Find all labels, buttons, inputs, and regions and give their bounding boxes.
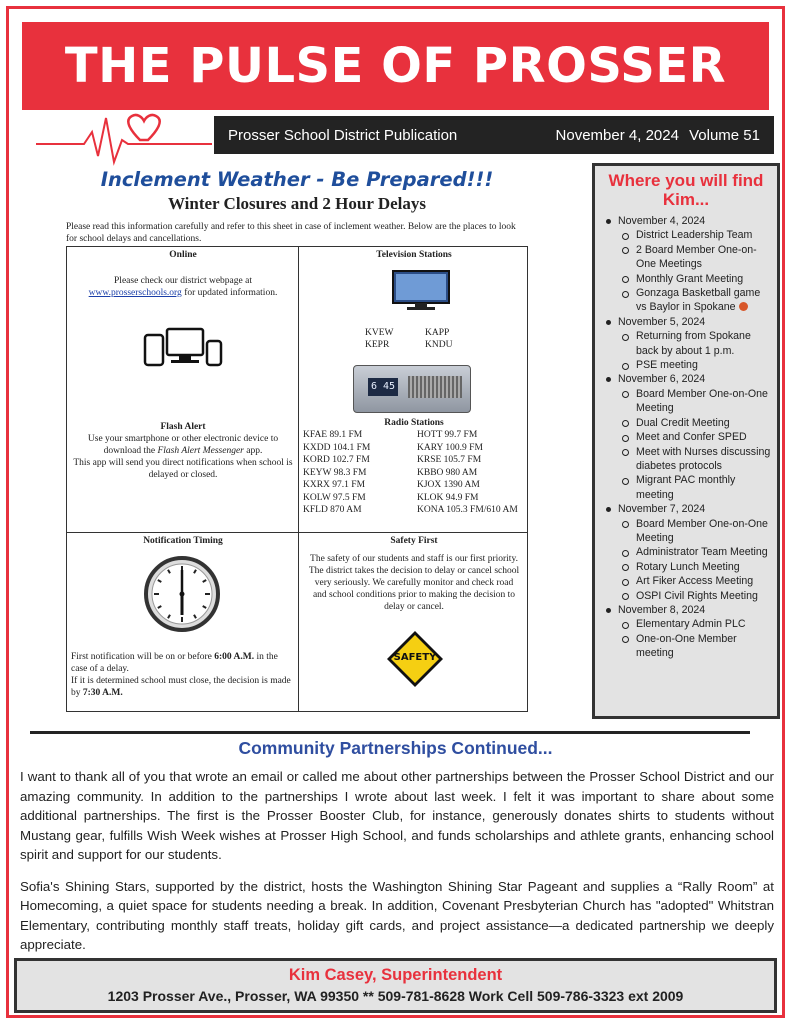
district-website-link[interactable]: www.prosserschools.org [88, 288, 182, 298]
flash-alert-text [71, 433, 295, 481]
schedule-list [595, 209, 777, 661]
safety-sign-text: SAFETY [393, 652, 437, 663]
flash-alert-app-name: Flash Alert Messenger [157, 446, 244, 456]
clock-radio-display: 6 45 [368, 378, 398, 396]
masthead-banner [22, 22, 769, 110]
flyer-title: Inclement Weather - Be Prepared!!! [100, 168, 494, 191]
radio-station: KJOX 1390 AM [417, 480, 480, 490]
schedule-item: Board Member One-on-One Meeting [618, 517, 771, 546]
flyer-intro: Please read this information carefully and refer to this sheet in case of inclement weather. Below are the places to look for school delays and cancellations. [66, 222, 516, 244]
timing-line1: First notification will be on or before [71, 652, 215, 662]
tv-station: KNDU [425, 340, 453, 350]
schedule-item: Meet with Nurses discussing diabetes protocols [618, 445, 771, 474]
safety-heading: Safety First [390, 536, 438, 546]
timing-heading: Notification Timing [143, 536, 223, 546]
schedule-item: Administrator Team Meeting [618, 545, 771, 559]
basketball-icon [739, 302, 748, 311]
flyer-subtitle: Winter Closures and 2 Hour Delays [167, 194, 427, 213]
radio-station: KFLD 870 AM [303, 505, 362, 515]
schedule-day [603, 603, 771, 661]
schedule-item: Meet and Confer SPED [618, 430, 771, 444]
schedule-date: November 8, 2024 [618, 603, 706, 616]
schedule-date: November 7, 2024 [618, 503, 706, 516]
radio-station: KEYW 98.3 FM [303, 467, 367, 478]
radio-station: KBBO 980 AM [417, 467, 478, 478]
tv-radio-cell [303, 247, 525, 532]
radio-station: KXDD 104.1 FM [303, 442, 371, 453]
tv-station: KAPP [425, 328, 450, 338]
tv-heading: Television Stations [376, 250, 452, 260]
schedule-item: District Leadership Team [618, 228, 771, 242]
radio-station: KXRX 97.1 FM [303, 480, 366, 490]
sidebar-title: Where you will find Kim... [608, 171, 764, 209]
radio-station: KLOK 94.9 FM [417, 492, 479, 503]
speaker-grill [408, 376, 462, 398]
flash-alert-line3: This app will send you direct notifications when school is delayed or closed. [73, 458, 293, 480]
devices-icon [143, 327, 229, 373]
radio-station-list [303, 429, 525, 517]
safety-cell [303, 533, 525, 711]
publication-volume: Volume 51 [689, 126, 760, 144]
schedule-item: Returning from Spokane back by about 1 p.m. [618, 329, 771, 358]
schedule-item-text: Gonzaga Basketball game vs Baylor in Spokane [636, 287, 761, 314]
television-icon [391, 269, 451, 311]
tv-station-list [365, 327, 485, 351]
online-text-before: Please check our district webpage at [114, 276, 252, 286]
flash-alert-heading: Flash Alert [160, 422, 206, 432]
online-heading: Online [169, 250, 197, 260]
timing-cell [71, 533, 295, 711]
inclement-weather-flyer [66, 168, 528, 714]
publication-date: November 4, 2024 [555, 126, 679, 144]
contact-address: 1203 Prosser Ave., Prosser, WA 99350 ** 509-781-8628 Work Cell 509-786-3323 ext 2009 [107, 988, 684, 1004]
schedule-day [603, 214, 771, 315]
schedule-item: Migrant PAC monthly meeting [618, 473, 771, 502]
tv-station: KVEW [365, 328, 394, 338]
schedule-date: November 4, 2024 [618, 215, 706, 227]
flash-alert-line1: Use your smartphone or other electronic device to download the [87, 434, 279, 456]
grid-divider-vertical [298, 247, 299, 711]
timing-line1-end: in the case of a delay. [71, 652, 278, 674]
timing-text [71, 651, 291, 699]
flyer-grid [66, 246, 528, 712]
schedule-item: Art Fiker Access Meeting [618, 574, 771, 588]
radio-station: HOTT 99.7 FM [417, 430, 478, 440]
delay-time: 6:00 A.M. [214, 652, 255, 662]
radio-station: KFAE 89.1 FM [303, 430, 363, 440]
publication-bar [214, 116, 774, 154]
radio-station: KORD 102.7 FM [303, 455, 370, 465]
article-paragraph: I want to thank all of you that wrote an email or called me about other partnerships between the Prosser School District and our amazing community. In addition to the partnerships I wrote about last week. I felt it was important to share about some additional partnerships. The first is the Prosser Booster Club, for instance, generously donates shirts to students without Mustang gear, fulfills Wish Week wishes at Prosser High School, and funds scholarships and athlete grants, enhancing school spirit and support for our students. [20, 769, 774, 862]
schedule-item: Dual Credit Meeting [618, 416, 771, 430]
radio-station: KONA 105.3 FM/610 AM [417, 505, 518, 515]
safety-sign-icon [385, 629, 445, 689]
schedule-item: 2 Board Member One-on-One Meetings [618, 243, 771, 272]
schedule-item: OSPI Civil Rights Meeting [618, 589, 771, 603]
schedule-sidebar [592, 163, 780, 719]
publication-name: Prosser School District Publication [228, 126, 458, 144]
safety-text: The safety of our students and staff is our first priority. The district takes the decision to delay or cancel school very seriously. We carefully monitor and check road and school conditions prior to making the decision to delay or cancel. [308, 554, 520, 612]
wall-clock-icon [143, 555, 221, 633]
radio-station: KARY 100.9 FM [417, 442, 483, 453]
clock-radio-icon [353, 365, 471, 413]
schedule-item: Board Member One-on-One Meeting [618, 387, 771, 416]
online-text-after: for updated information. [184, 288, 278, 298]
schedule-item: One-on-One Member meeting [618, 632, 771, 661]
radio-station: KRSE 105.7 FM [417, 455, 482, 465]
schedule-item: PSE meeting [618, 358, 771, 372]
section-divider [30, 731, 750, 734]
schedule-day [603, 502, 771, 603]
schedule-item [618, 286, 771, 315]
close-time: 7:30 A.M. [82, 688, 123, 698]
schedule-day [603, 372, 771, 502]
online-cell [71, 247, 295, 532]
footer-contact [14, 958, 777, 1013]
schedule-item: Elementary Admin PLC [618, 617, 771, 631]
timing-line2: If it is determined school must close, the decision is made by [71, 676, 291, 698]
online-text [71, 275, 295, 299]
heartbeat-heart-icon [36, 112, 212, 168]
masthead-title: THE PULSE OF PROSSER [64, 38, 727, 94]
schedule-item: Monthly Grant Meeting [618, 272, 771, 286]
schedule-date: November 6, 2024 [618, 373, 706, 386]
radio-heading: Radio Stations [384, 418, 444, 428]
schedule-item: Rotary Lunch Meeting [618, 560, 771, 574]
radio-station: KOLW 97.5 FM [303, 492, 366, 503]
article-title: Community Partnerships Continued... [238, 738, 553, 758]
tv-station: KEPR [365, 340, 390, 350]
superintendent-name: Kim Casey, Superintendent [288, 966, 503, 984]
schedule-day [603, 315, 771, 373]
schedule-date: November 5, 2024 [618, 315, 706, 328]
flash-alert-line2: app. [246, 446, 263, 456]
article-body [20, 767, 774, 955]
article-paragraph: Sofia's Shining Stars, supported by the district, hosts the Washington Shining Star Pageant and supplies a “Rally Room” at Homecoming, a quiet space for students needing a break. In addition, Covenant Presbyterian Church has "adopted" Whitstran Elementary, contributing monthly staff treats, holiday gift cards, and project assistance—a dedicated partnership we deeply appreciate. [20, 878, 774, 952]
